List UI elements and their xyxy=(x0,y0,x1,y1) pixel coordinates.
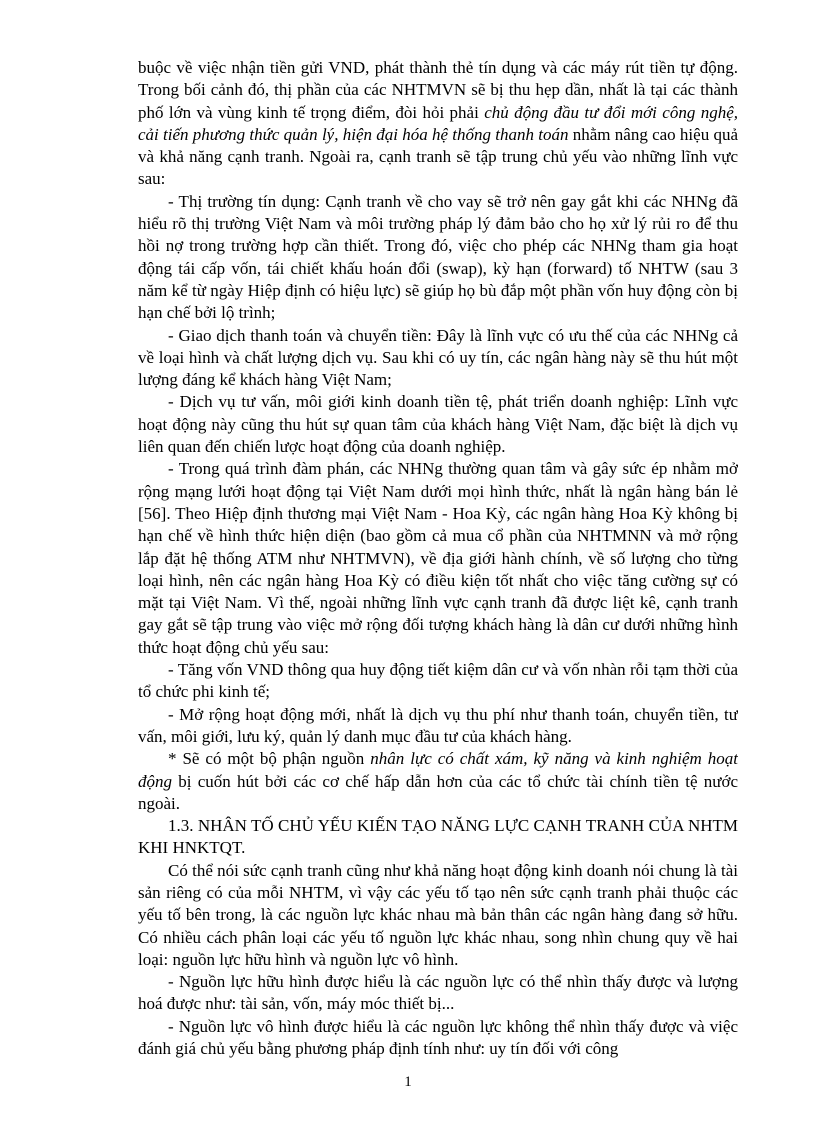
paragraph-intangible-resources: - Nguồn lực vô hình được hiểu là các nguồn lực không thể nhìn thấy được và việc đánh giá chủ yếu bằng phương pháp định tính như: uy tín đối với công xyxy=(138,1016,738,1059)
paragraph-credit-market: - Thị trường tín dụng: Cạnh tranh về cho vay sẽ trở nên gay gắt khi các NHNg đã hiểu rõ thị trường Việt Nam và môi trường pháp lý đảm bảo cho họ xử lý rủi ro để thu hồi nợ trong trường hợp cần thiết. Trong đó, việc cho phép các NHNg tham gia hoạt động tái cấp vốn, tái chiết khấu hoán đổi (swap), kỳ hạn (forward) tố NHTW (sau 3 năm kể từ ngày Hiệp định có hiệu lực) sẽ giúp họ bù đắp một phần vốn huy động còn bị hạn chế bởi lộ trình; xyxy=(138,191,738,323)
section-heading: 1.3. NHÂN TỐ CHỦ YẾU KIẾN TẠO NĂNG LỰC CẠNH TRANH CỦA NHTM KHI HNKTQT. xyxy=(138,816,738,858)
paragraph-negotiation: - Trong quá trình đàm phán, các NHNg thường quan tâm và gây sức ép nhằm mở rộng mạng lưới hoạt động tại Việt Nam dưới mọi hình thức, nhất là ngân hàng bán lẻ [56]. Theo Hiệp định thương mại Việt Nam - Hoa Kỳ, các ngân hàng Hoa Kỳ không bị hạn chế về hình thức hiện diện (bao gồm cả mua cổ phần của NHTMNN và mở rộng lắp đặt hệ thống ATM như NHTMVN), về địa giới hành chính, về số lượng cho từng loại hình, nên các ngân hàng Hoa Kỳ có điều kiện tốt nhất cho việc tăng cường sự có mặt tại Việt Nam. Vì thế, ngoài những lĩnh vực cạnh tranh đã được liệt kê, cạnh tranh gay gắt sẽ tập trung vào việc mở rộng đối tượng khách hàng là dân cư dưới những hình thức hoạt động chủ yếu sau: xyxy=(138,459,738,657)
text-run: bị cuốn hút bởi các cơ chế hấp dẫn hơn của các tổ chức tài chính tiền tệ nước ngoài. xyxy=(138,771,738,813)
paragraph-competitiveness: Có thể nói sức cạnh tranh cũng như khả năng hoạt động kinh doanh nói chung là tài sản riêng có của mỗi NHTM, vì vậy các yếu tố tạo nên sức cạnh tranh phải thuộc các yếu tố bên trong, là các nguồn lực khác nhau mà bản thân các ngân hàng đang sở hữu. Có nhiều cách phân loại các yếu tố nguồn lực khác nhau, song nhìn chung quy về hai loại: nguồn lực hữu hình và nguồn lực vô hình. xyxy=(138,860,738,969)
paragraph-consulting-services: - Dịch vụ tư vấn, môi giới kinh doanh tiền tệ, phát triển doanh nghiệp: Lĩnh vực hoạt động này cũng thu hút sự quan tâm của khách hàng Việt Nam, đặc biệt là dịch vụ liên quan đến chiến lược hoạt động của doanh nghiệp. xyxy=(138,392,738,457)
paragraph-new-services: - Mở rộng hoạt động mới, nhất là dịch vụ thu phí như thanh toán, chuyển tiền, tư vấn, môi giới, lưu ký, quản lý danh mục đầu tư của khách hàng. xyxy=(138,704,738,746)
paragraph-human-resources xyxy=(138,748,738,815)
emphasis-text: chủ động đầu tư đổi mới công nghệ, cải tiến phương thức quản lý, hiện đại hóa hệ thống thanh toán xyxy=(138,102,738,144)
document-page xyxy=(138,57,738,1067)
emphasis-text: nhân lực có chất xám, kỹ năng và kinh nghiệm hoạt động xyxy=(138,749,738,791)
paragraph-vnd-deposits: - Tăng vốn VND thông qua huy động tiết kiệm dân cư và vốn nhàn rỗi tạm thời của tổ chức phi kinh tế; xyxy=(138,660,738,702)
paragraph-tangible-resources: - Nguồn lực hữu hình được hiểu là các nguồn lực có thể nhìn thấy được và lượng hoá được như: tài sản, vốn, máy móc thiết bị... xyxy=(138,972,738,1014)
text-run: nhằm nâng cao hiệu quả và khả năng cạnh tranh. Ngoài ra, cạnh tranh sẽ tập trung chủ yếu vào những lĩnh vực sau: xyxy=(138,124,738,189)
page-number: 1 xyxy=(404,1074,412,1090)
text-run: * Sẽ có một bộ phận nguồn xyxy=(168,749,371,769)
paragraph-payment-transfer: - Giao dịch thanh toán và chuyển tiền: Đây là lĩnh vực có ưu thế của các NHNg cả về loại hình và chất lượng dịch vụ. Sau khi có uy tín, các ngân hàng này sẽ thu hút một lượng đáng kể khách hàng Việt Nam; xyxy=(138,325,738,390)
text-run: buộc về việc nhận tiền gửi VND, phát thành thẻ tín dụng và các máy rút tiền tự động. Trong bối cảnh đó, thị phần của các NHTMVN sẽ bị thu hẹp dần, nhất là tại các thành phố lớn và vùng kinh tế trọng điểm, đòi hỏi phải xyxy=(138,58,738,122)
paragraph-intro xyxy=(138,57,738,191)
